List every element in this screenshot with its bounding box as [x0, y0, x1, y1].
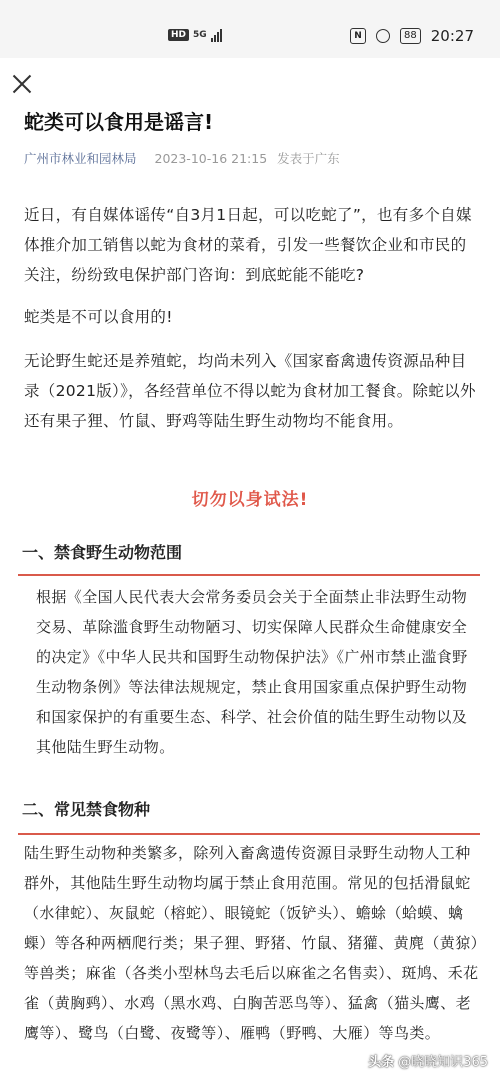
section2-heading: 二、常见禁食物种: [22, 800, 151, 819]
network-indicators: [168, 28, 222, 42]
warning-highlight: 切勿以身试法!: [191, 490, 309, 510]
clock: 20:27: [430, 27, 474, 45]
section2-divider: [18, 833, 480, 835]
article-meta: [24, 149, 340, 167]
publish-date: 2023-10-16 21:15: [154, 151, 268, 166]
publish-location: 发表于广东: [277, 151, 340, 166]
system-indicators: [350, 27, 474, 45]
paragraph-intro: 近日，有自媒体谣传“自3月1日起，可以吃蛇了”，也有多个自媒体推介加工销售以蛇为食材的菜肴，引发一些餐饮企业和市民的关注，纷纷致电保护部门咨询：到底蛇能不能吃?: [24, 206, 472, 284]
paragraph-detail: 无论野生蛇还是养殖蛇，均尚未列入《国家畜禽遗传资源品种目录（2021版）》，各经营单位不得以蛇为食材加工餐食。除蛇以外还有果子狸、竹鼠、野鸡等陆生野生动物均不能食用。: [24, 352, 476, 430]
author-link[interactable]: 广州市林业和园林局: [24, 151, 137, 166]
watermark: [368, 1051, 488, 1070]
section1-divider: [18, 574, 480, 576]
close-icon[interactable]: [12, 74, 32, 94]
watermark-account: @晓晓知识365: [398, 1055, 488, 1070]
article-title: 蛇类可以食用是谣言!: [24, 110, 214, 134]
section1-body: 根据《全国人民代表大会常务委员会关于全面禁止非法野生动物交易、革除滥食野生动物陋习、切实保障人民群众生命健康安全的决定》《中华人民共和国野生动物保护法》《广州市禁止滥食野生动物条例》等法律法规规定，禁止食用国家重点保护野生动物和国家保护的有重要生态、科学、社会价值的陆生野生动物以及其他陆生野生动物。: [36, 588, 468, 756]
watermark-platform: 头条: [368, 1055, 395, 1070]
status-bar: [0, 0, 500, 58]
battery-indicator: 88: [400, 28, 421, 44]
top-nav: [0, 58, 500, 108]
alarm-icon: [376, 29, 390, 43]
hd-badge: HD: [168, 29, 189, 41]
paragraph-statement: 蛇类是不可以食用的!: [24, 308, 173, 326]
nfc-icon: N: [350, 28, 366, 44]
section2-body: 陆生野生动物种类繁多，除列入畜禽遗传资源目录野生动物人工种群外，其他陆生野生动物均属于禁止食用范围。常见的包括滑鼠蛇（水律蛇）、灰鼠蛇（榕蛇）、眼镜蛇（饭铲头）、蟾蜍（蛤蟆、蠄蟝）等各种两栖爬行类；果子狸、野猪、竹鼠、猪獾、黄麂（黄猄）等兽类；麻雀（各类小型林鸟去毛后以麻雀之名售卖）、斑鸠、禾花雀（黄胸鹀）、水鸡（黑水鸡、白胸苦恶鸟等）、猛禽（猫头鹰、老鹰等）、鹭鸟（白鹭、夜鹭等）、雁鸭（野鸭、大雁）等鸟类。: [24, 844, 479, 1042]
section1-heading: 一、禁食野生动物范围: [22, 543, 183, 562]
signal-icon: [211, 28, 222, 42]
network-type: 5G: [193, 30, 207, 40]
